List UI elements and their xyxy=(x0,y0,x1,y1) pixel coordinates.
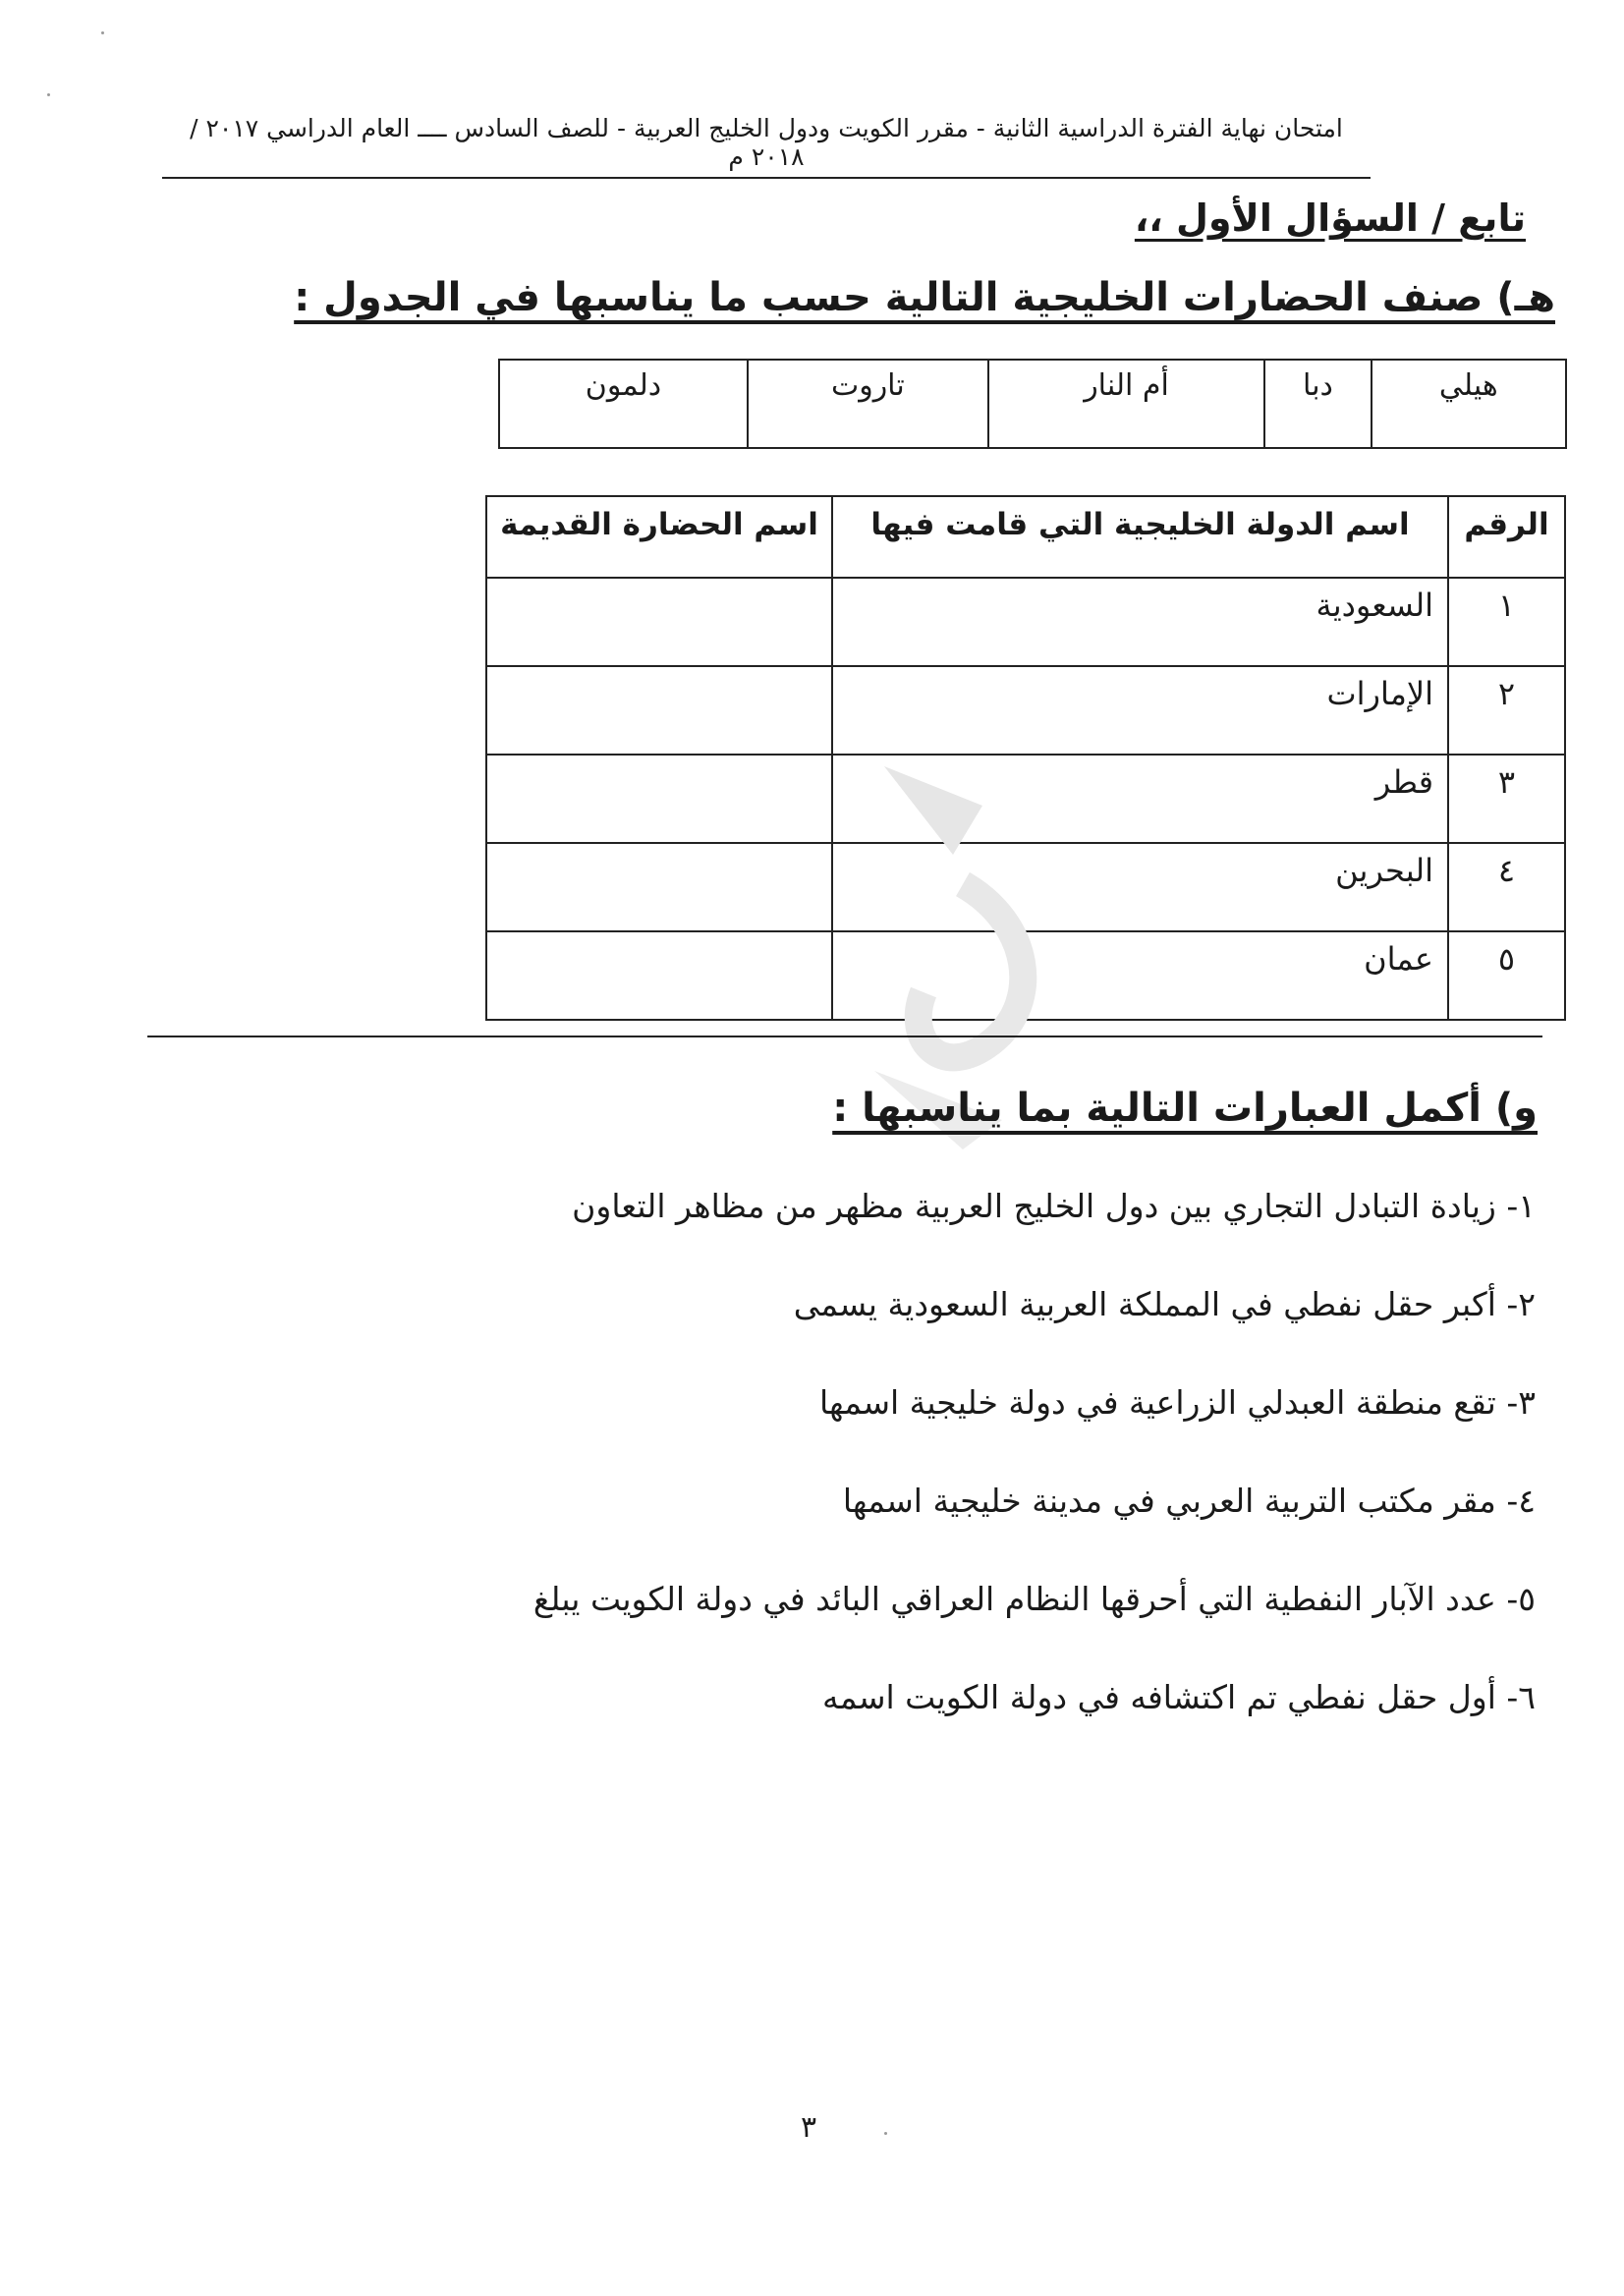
header-civilization: اسم الحضارة القديمة xyxy=(486,496,832,578)
list-item: ٣- تقع منطقة العبدلي الزراعية في دولة خليجية اسمها xyxy=(818,1383,1536,1422)
row-num: ١ xyxy=(1448,578,1565,666)
header-country: اسم الدولة الخليجية التي قامت فيها xyxy=(832,496,1448,578)
row-country: عمان xyxy=(832,931,1448,1020)
row-num: ٢ xyxy=(1448,666,1565,755)
row-country: قطر xyxy=(832,755,1448,843)
page-number: ٣ xyxy=(801,2110,817,2145)
list-item: ٤- مقر مكتب التربية العربي في مدينة خليجية اسمها xyxy=(842,1482,1536,1520)
header-num: الرقم xyxy=(1448,496,1565,578)
row-country: الإمارات xyxy=(832,666,1448,755)
question-w-title: و) أكمل العبارات التالية بما يناسبها : xyxy=(832,1086,1538,1131)
row-country: السعودية xyxy=(832,578,1448,666)
word-bank-item: أم النار xyxy=(988,360,1265,448)
word-bank-item: هيلي xyxy=(1372,360,1566,448)
list-item: ٥- عدد الآبار النفطية التي أحرقها النظام العراقي البائد في دولة الكويت يبلغ xyxy=(532,1580,1536,1618)
answer-cell[interactable] xyxy=(486,578,832,666)
list-item: ٦- أول حقل نفطي تم اكتشافه في دولة الكويت اسمه xyxy=(822,1678,1536,1716)
row-country: البحرين xyxy=(832,843,1448,931)
scan-speck xyxy=(101,31,104,34)
scan-speck xyxy=(884,2132,887,2135)
table-row xyxy=(486,578,1565,666)
word-bank-table xyxy=(498,359,1567,449)
row-num: ٤ xyxy=(1448,843,1565,931)
list-item: ١- زيادة التبادل التجاري بين دول الخليج العربية مظهر من مظاهر التعاون xyxy=(572,1187,1536,1225)
answer-cell[interactable] xyxy=(486,843,832,931)
completion-list xyxy=(455,1177,1536,1766)
section-divider xyxy=(147,1036,1542,1037)
continuation-heading: تابع / السؤال الأول ،، xyxy=(1134,196,1526,240)
word-bank-item: تاروت xyxy=(748,360,988,448)
question-e-title: هـ) صنف الحضارات الخليجية التالية حسب ما يناسبها في الجدول : xyxy=(294,275,1555,320)
row-num: ٣ xyxy=(1448,755,1565,843)
table-header-row xyxy=(486,496,1565,578)
scan-speck xyxy=(47,93,50,96)
list-item: ٢- أكبر حقل نفطي في المملكة العربية السعودية يسمى xyxy=(793,1285,1536,1323)
table-row xyxy=(486,666,1565,755)
row-num: ٥ xyxy=(1448,931,1565,1020)
exam-header: امتحان نهاية الفترة الدراسية الثانية - مقرر الكويت ودول الخليج العربية - للصف السادس ــــ العام الدراسي ٢٠١٧ / ٢٠١٨ م xyxy=(162,114,1371,179)
word-bank-item: دبا xyxy=(1264,360,1371,448)
answer-cell[interactable] xyxy=(486,666,832,755)
answer-cell[interactable] xyxy=(486,931,832,1020)
answer-cell[interactable] xyxy=(486,755,832,843)
word-bank-item: دلمون xyxy=(499,360,748,448)
